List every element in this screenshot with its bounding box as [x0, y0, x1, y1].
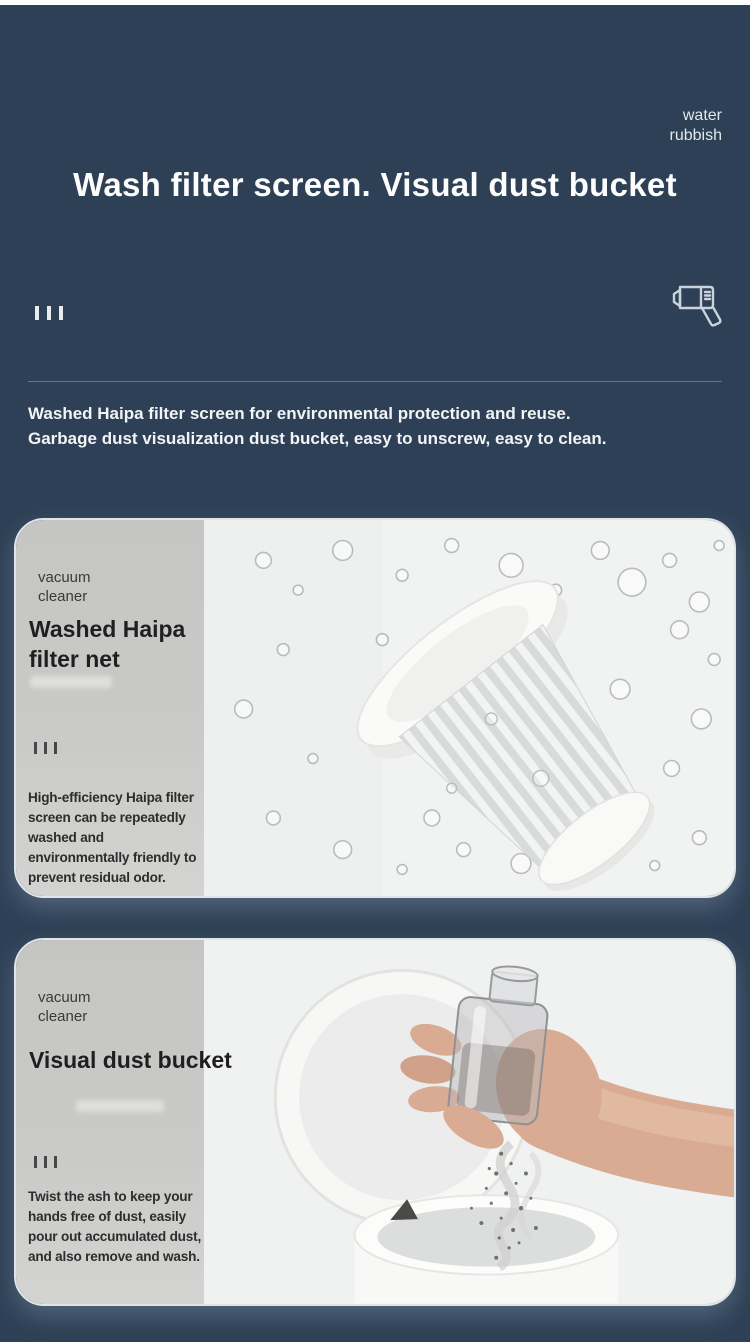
top-white-strip: [0, 0, 750, 5]
card-heading: Visual dust bucket: [29, 1047, 232, 1073]
tick-marks-decor: [34, 742, 57, 754]
card-text-panel: [16, 520, 204, 896]
tick-marks-decor: [34, 1156, 57, 1168]
feature-card-filter: [14, 518, 736, 898]
filter-in-water-image: [204, 520, 734, 896]
dust-bucket-illustration: [204, 940, 734, 1304]
tick-marks-decor: [35, 306, 63, 320]
intro-paragraph: [28, 401, 607, 451]
page-title: Wash filter screen. Visual dust bucket: [73, 166, 677, 203]
intro-line: Washed Haipa filter screen for environmental protection and reuse.: [28, 404, 571, 423]
card-description: High-efficiency Haipa filter screen can be repeatedly washed and environmentally friendly to prevent residual odor.: [28, 790, 197, 885]
card-heading: Washed Haipa filter net: [29, 616, 186, 672]
hepa-filter-illustration: [204, 520, 734, 896]
brand-label: vacuum cleaner: [38, 569, 91, 605]
dust-bucket-image: [204, 940, 734, 1304]
intro-line: Garbage dust visualization dust bucket, easy to unscrew, easy to clean.: [28, 429, 607, 448]
corner-caption-line: water: [682, 107, 722, 124]
corner-caption: [670, 106, 722, 146]
brand-label: vacuum cleaner: [38, 989, 91, 1025]
faint-watermark: [76, 1100, 164, 1112]
card-description: Twist the ash to keep your hands free of dust, easily pour out accumulated dust, and also remove and wash.: [28, 1189, 202, 1264]
divider-line: [28, 381, 722, 382]
faint-watermark: [30, 676, 112, 688]
handheld-vacuum-icon: [666, 274, 726, 332]
feature-card-dust-bucket: [14, 938, 736, 1306]
card-text-panel: [16, 940, 232, 1304]
corner-caption-line: rubbish: [669, 127, 722, 144]
